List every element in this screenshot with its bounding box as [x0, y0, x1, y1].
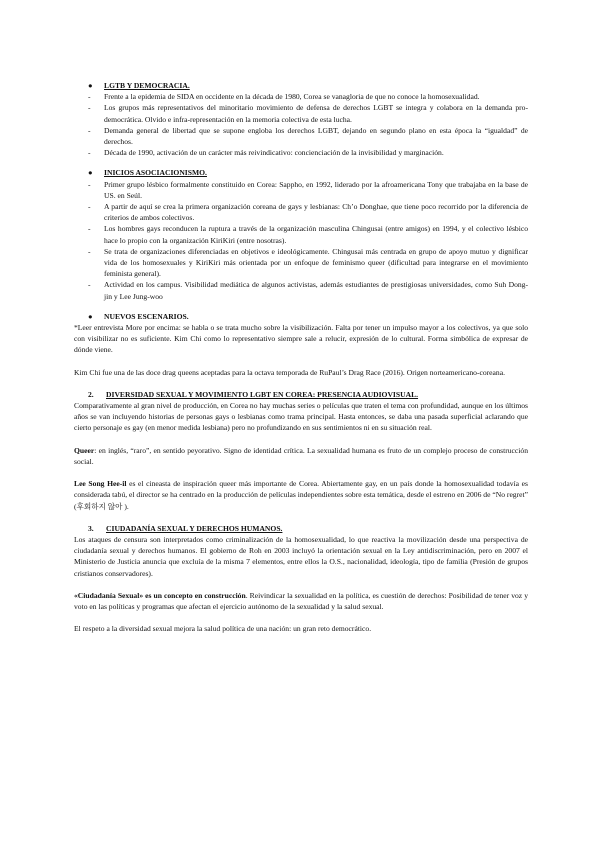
lee-term: Lee Song Hee-il: [74, 479, 127, 489]
list-item: - Se trata de organizaciones diferenciadas en objetivos e ideológicamente. Chingusai más centrada en grupo de apoyo mutuo y dignificar vida de los homosexuales y KiriKiri más orientada por un enfoque de feminismo queer (dificultad para integrarse en el movimiento feminista general).: [88, 246, 528, 279]
section-heading-text: LGTB Y DEMOCRACIA.: [104, 81, 190, 90]
lee-song-hee-il-paragraph: [74, 478, 528, 512]
bullet-icon: ●: [88, 81, 93, 90]
bullet-list-lgtb-democracia: [74, 91, 528, 158]
censura-paragraph: Los ataques de censura son interpretados como criminalización de la homosexualidad, lo que reactiva la movilización desde una perspectiva de ciudadanía sexual y derechos humanos. El gobierno de Roh en 2003 incluyó la orientación sexual en la Ley antidiscriminación, pero en 2007 el Ministerio de Justicia anuncia que excluía de la misma 7 elementos, entre ellos la O.S., nacionalidad, ideología, tipo de familia (Presión de grupos cristianos conservadores).: [74, 534, 528, 578]
ciudadania-sexual-term: «Ciudadanía Sexual» es un concepto en construcción: [74, 590, 246, 600]
queer-text: : en inglés, “raro”, en sentido peyorativo. Signo de identidad crítica. La sexualidad humana es fruto de un complejo proceso de construcción social.: [74, 445, 528, 466]
bullet-icon: ●: [88, 311, 93, 321]
section-heading-inicios-asociacionismo: [74, 167, 528, 178]
note-paragraph: *Leer entrevista More por encima: se habla o se trata mucho sobre la visibilización. Falta por tener un impulso mayor a los colectivos, ya que solo con visibilizar no es suficiente. Kim Chi como lo representativo siempre sale a relucir, expresión de lo cultural. Forma simbólica de expresar de dónde viene.: [74, 323, 528, 355]
section-heading-text: INICIOS ASOCIACIONISMO.: [104, 168, 207, 178]
ciudadania-sexual-paragraph: [74, 590, 528, 612]
queer-term: Queer: [74, 445, 95, 455]
section-number: 3.: [88, 523, 94, 533]
section-number: 2.: [88, 389, 94, 399]
section-heading-text: DIVERSIDAD SEXUAL Y MOVIMIENTO LGBT EN COREA: PRESENCIA AUDIOVISUAL.: [106, 389, 419, 399]
list-item: - Primer grupo lésbico formalmente constituido en Corea: Sappho, en 1992, liderado por la afroamericana Tony que trabajaba en la base de US. en Seúl.: [88, 179, 528, 200]
section-heading-text: CIUDADANÍA SEXUAL Y DERECHOS HUMANOS.: [106, 523, 283, 533]
ciudadania-sexual-text: . Reivindicar la sexualidad en la política, es cuestión de derechos: Posibilidad de tener voz y voto en las políticas y programas que afectan el ejercicio autónomo de la sexualidad y la salud sexual.: [74, 590, 528, 611]
list-item: - Actividad en los campus. Visibilidad mediática de algunos activistas, además estudiantes de prestigiosas universidades, como Suh Dong-jin y Lee Jung-woo: [88, 280, 528, 301]
section-heading-diversidad-sexual: [74, 389, 528, 400]
closing-paragraph: El respeto a la diversidad sexual mejora la salud política de una nación: un gran reto democrático.: [74, 624, 372, 634]
section-heading-lgtb-democracia: [74, 80, 528, 91]
list-item: - Demanda general de libertad que se supone engloba los derechos LGBT, dejando en segundo plano en esta época la “igualdad” de derechos.: [88, 125, 528, 147]
list-item: - Los hombres gays reconducen la ruptura a través de la organización masculina Chingusai (entre amigos) en 1994, y el colectivo lésbico hace lo propio con la organización KiriKiri (entre nosotras).: [88, 224, 528, 245]
document-page: [74, 80, 528, 634]
list-item: - Los grupos más representativos del minoritario movimiento de defensa de derechos LGBT se integra y colabora en la demanda pro-democrática. Olvido e infra-representación en la memoria colectiva de esta lucha.: [88, 103, 528, 124]
bullet-list-inicios-asociacionismo: [74, 179, 528, 302]
queer-definition: [74, 445, 528, 467]
kim-chi-paragraph: Kim Chi fue una de las doce drag queens aceptadas para la octava temporada de RuPaul’s Drag Race (2016). Origen norteamericano-coreana.: [74, 367, 505, 377]
list-item: - Década de 1990, activación de un carácter más reivindicativo: concienciación de la invisibilidad y marginación.: [88, 148, 444, 158]
section-heading-ciudadania-sexual: [74, 523, 528, 534]
audiovisual-paragraph: Comparativamente al gran nivel de producción, en Corea no hay muchas series o películas que traten el tema con profundidad, aunque en los últimos años se van incluyendo historias de personas gays o lesbianas como trama principal. Hasta entonces, se daba una pasada superficial aclarando que cierto personaje es gay (en menor medida lesbiana) pero no profundizando en sus sentimientos ni en su situación real.: [74, 401, 528, 433]
section-heading-text: NUEVOS ESCENARIOS.: [104, 311, 189, 321]
list-item: - A partir de aquí se crea la primera organización coreana de gays y lesbianas: Ch’o Donghae, que tiene poco recorrido por la diferencia de criterios de ambos colectivos.: [88, 202, 528, 223]
lee-text: es el cineasta de inspiración queer más importante de Corea. Abiertamente gay, en un país donde la homosexualidad todavía es considerada tabú, el director se ha centrado en la producción de películas independientes sobre esta temática, desde el estreno en 2006 de “No regret” (후회하지 않아 ).: [74, 479, 528, 511]
list-item: - Frente a la epidemia de SIDA en occidente en la década de 1980, Corea se vanagloria de que no conoce la homosexualidad.: [88, 92, 480, 102]
bullet-icon: ●: [88, 168, 93, 178]
section-heading-nuevos-escenarios: [74, 311, 528, 322]
